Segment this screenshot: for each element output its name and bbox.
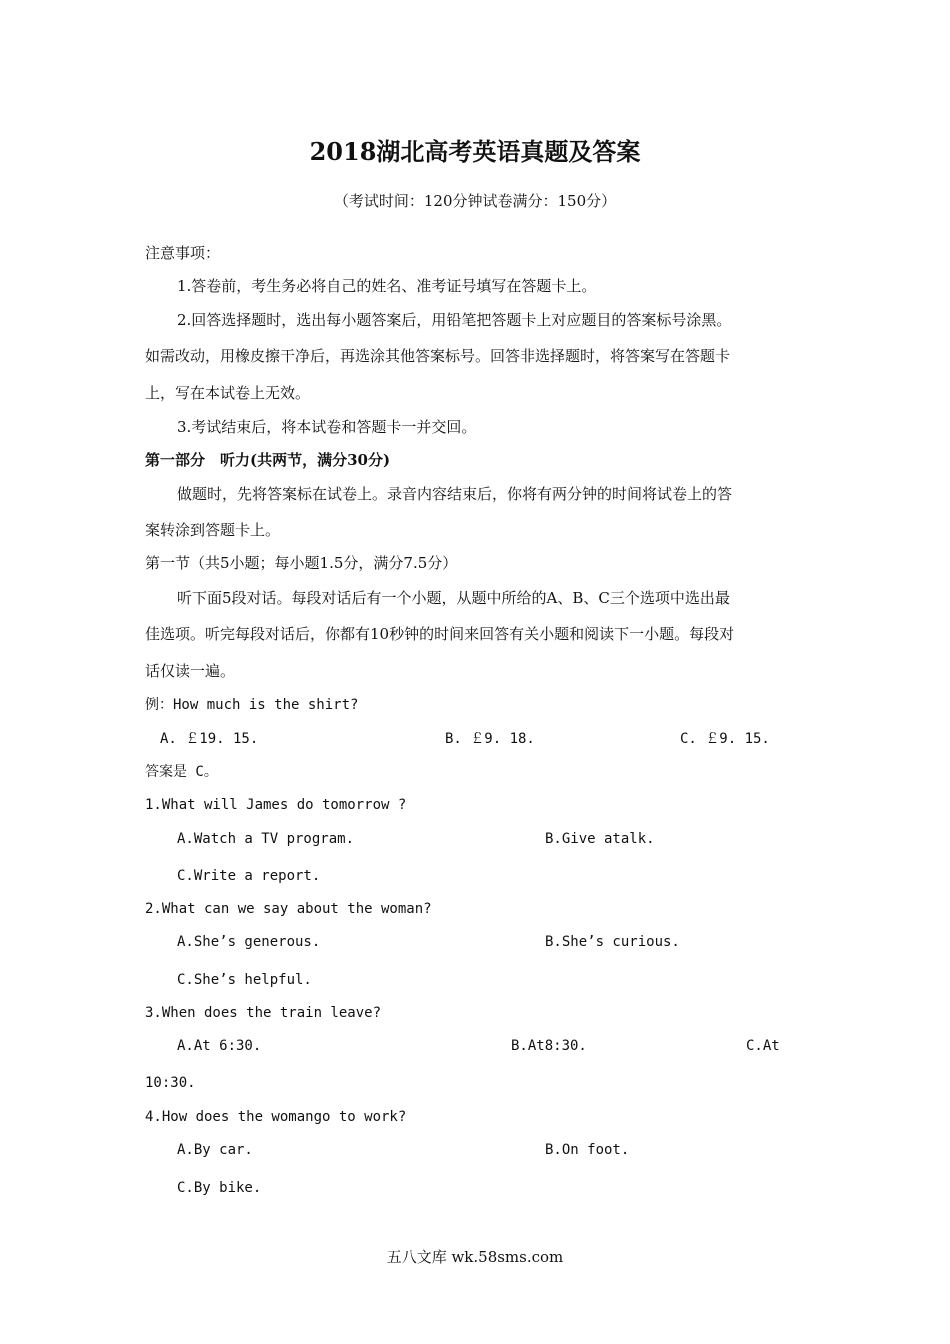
notice-heading: 注意事项： — [145, 244, 221, 262]
part1-intro-line-1: 做题时，先将答案标在试卷上。录音内容结束后，你将有两分钟的时间将试卷上的答 — [177, 485, 733, 503]
notice-item-3: 3.考试结束后，将本试卷和答题卡一并交回。 — [177, 418, 477, 436]
question-4-option-a: A.By car. — [177, 1142, 253, 1158]
section1-instructions-line-1: 听下面5段对话。每段对话后有一个小题，从题中所给的A、B、C三个选项中选出最 — [177, 589, 730, 607]
question-2-option-c: C.She’s helpful. — [177, 972, 312, 988]
question-3-option-a: A.At 6:30. — [177, 1038, 262, 1054]
notice-item-1: 1.答卷前，考生务必将自己的姓名、准考证号填写在答题卡上。 — [177, 277, 597, 295]
question-1-option-b: B.Give atalk. — [545, 831, 655, 847]
question-1-option-c: C.Write a report. — [177, 868, 321, 884]
question-2-option-b: B.She’s curious. — [545, 934, 680, 950]
question-2-option-a: A.She’s generous. — [177, 934, 321, 950]
example-question: 例：How much is the shirt? — [145, 697, 359, 713]
notice-item-2-line-2: 如需改动，用橡皮擦干净后，再选涂其他答案标号。回答非选择题时，将答案写在答题卡 — [145, 347, 731, 365]
part1-intro-line-2: 案转涂到答题卡上。 — [145, 521, 281, 539]
question-1: 1.What will James do tomorrow ? — [145, 797, 407, 813]
footer-watermark: 五八文库 wk.58sms.com — [386, 1248, 564, 1266]
question-3-option-b: B.At8:30. — [511, 1038, 587, 1054]
part1-heading: 第一部分 听力(共两节，满分30分) — [145, 451, 391, 469]
example-option-a: A. ￡19. 15. — [160, 731, 259, 747]
document-title: 2018湖北高考英语真题及答案 — [309, 137, 641, 166]
question-4: 4.How does the womango to work? — [145, 1109, 407, 1125]
section1-instructions-line-3: 话仅读一遍。 — [145, 662, 236, 680]
question-3-option-c: C.At — [746, 1038, 780, 1054]
exam-info: （考试时间：120分钟试卷满分：150分） — [333, 192, 617, 210]
notice-item-2-line-3: 上，写在本试卷上无效。 — [145, 384, 311, 402]
question-4-option-b: B.On foot. — [545, 1142, 630, 1158]
question-3: 3.When does the train leave? — [145, 1005, 382, 1021]
example-option-b: B. ￡9. 18. — [445, 731, 535, 747]
question-4-option-c: C.By bike. — [177, 1180, 262, 1196]
example-answer: 答案是 C。 — [145, 764, 218, 780]
section1-heading: 第一节（共5小题；每小题1.5分，满分7.5分） — [145, 554, 458, 572]
question-1-option-a: A.Watch a TV program. — [177, 831, 355, 847]
notice-item-2-line-1: 2.回答选择题时，选出每小题答案后，用铅笔把答题卡上对应题目的答案标号涂黑。 — [177, 311, 732, 329]
section1-instructions-line-2: 佳选项。听完每段对话后，你都有10秒钟的时间来回答有关小题和阅读下一小题。每段对 — [145, 625, 735, 643]
question-3-option-c-continued: 10:30. — [145, 1075, 196, 1091]
question-2: 2.What can we say about the woman? — [145, 901, 432, 917]
example-option-c: C. ￡9. 15. — [680, 731, 770, 747]
